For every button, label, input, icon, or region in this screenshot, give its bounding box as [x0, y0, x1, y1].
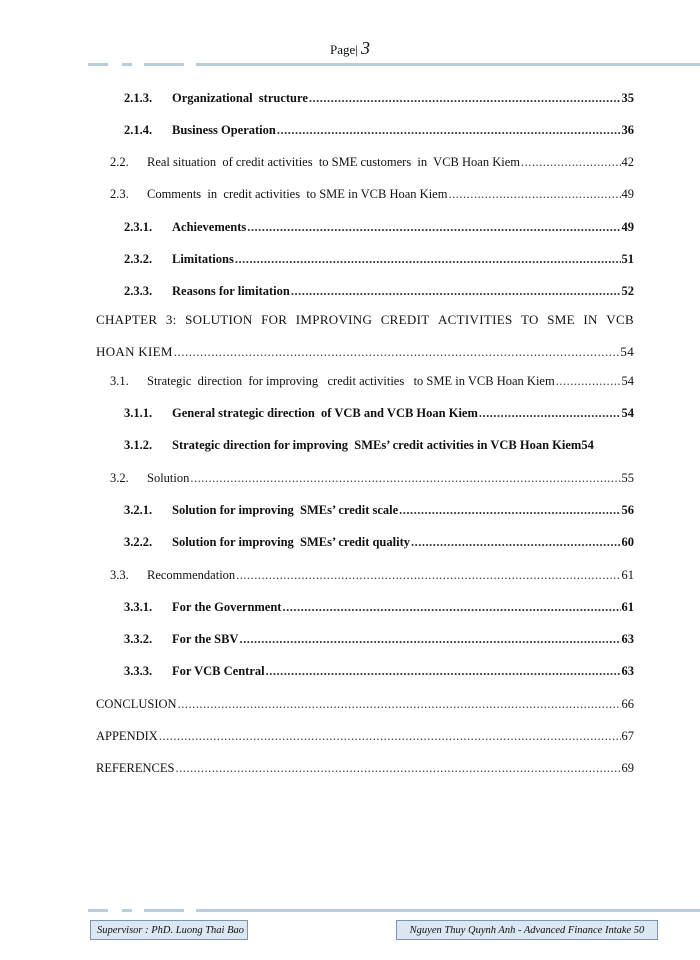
toc-entry-references[interactable]: REFERENCES ..... 69 [96, 756, 634, 776]
toc-entry-3-3-3[interactable]: 3.3.3. For VCB Central ..... 63 [124, 659, 634, 679]
toc-entry-2-1-4[interactable]: 2.1.4. Business Operation ..... 36 [124, 118, 634, 138]
toc-entry-3-1-2[interactable]: 3.1.2. Strategic direction for improving SMEs’ credit activities in VCB Hoan Kiem 54 [124, 438, 594, 452]
toc-entry-3-3[interactable]: 3.3. Recommendation ..... 61 [110, 563, 634, 583]
footer-author: Nguyen Thuy Quynh Anh - Advanced Finance Intake 50 [396, 920, 658, 940]
toc-entry-3-3-2[interactable]: 3.3.2. For the SBV ..... 63 [124, 627, 634, 647]
dot-leader [291, 284, 621, 299]
toc-entry-conclusion[interactable]: CONCLUSION ..... 66 [96, 692, 634, 712]
dot-leader [235, 252, 621, 267]
dot-leader [277, 123, 621, 138]
page-header: Page| 3 [330, 38, 370, 58]
dot-leader [247, 220, 620, 235]
dot-leader [282, 600, 620, 615]
toc-entry-2-1-3[interactable]: 2.1.3. Organizational structure ..... 35 [124, 86, 634, 106]
page-label: Page [330, 42, 356, 57]
dot-leader [521, 155, 621, 170]
toc-entry-2-2[interactable]: 2.2. Real situation of credit activities to SME customers in VCB Hoan Kiem ..... 42 [110, 150, 634, 170]
toc-entry-appendix[interactable]: APPENDIX ..... 67 [96, 724, 634, 744]
toc-entry-chapter-3[interactable]: CHAPTER 3: SOLUTION FOR IMPROVING CREDIT ACTIVITIES TO SME IN VCB HOAN KIEM ..... 54 [96, 312, 634, 360]
toc-entry-3-2-1[interactable]: 3.2.1. Solution for improving SMEs’ credit scale ..... 56 [124, 498, 634, 518]
dot-leader [174, 344, 620, 360]
header-rule [88, 62, 700, 68]
toc-entry-2-3[interactable]: 2.3. Comments in credit activities to SME in VCB Hoan Kiem ..... 49 [110, 182, 634, 202]
toc-entry-3-2[interactable]: 3.2. Solution ..... 55 [110, 466, 634, 486]
dot-leader [236, 568, 620, 583]
dot-leader [239, 632, 620, 647]
dot-leader [479, 406, 621, 421]
toc-entry-2-3-2[interactable]: 2.3.2. Limitations ..... 51 [124, 247, 634, 267]
dot-leader [556, 374, 621, 389]
footer-rule [88, 908, 700, 914]
toc-entry-3-1[interactable]: 3.1. Strategic direction for improving credit activities to SME in VCB Hoan Kiem ..... 54 [110, 369, 634, 389]
toc-entry-2-3-3[interactable]: 2.3.3. Reasons for limitation ..... 52 [124, 279, 634, 299]
footer-supervisor: Supervisor : PhD. Luong Thai Bao [90, 920, 248, 940]
dot-leader [190, 471, 620, 486]
dot-leader [159, 729, 621, 744]
dot-leader [178, 697, 621, 712]
dot-leader [399, 503, 620, 518]
dot-leader [309, 91, 621, 106]
dot-leader [411, 535, 621, 550]
dot-leader [266, 664, 621, 679]
toc-entry-3-3-1[interactable]: 3.3.1. For the Government ..... 61 [124, 595, 634, 615]
page-number: 3 [360, 38, 370, 58]
dot-leader [448, 187, 620, 202]
toc-entry-3-2-2[interactable]: 3.2.2. Solution for improving SMEs’ credit quality ..... 60 [124, 530, 634, 550]
dot-leader [176, 761, 621, 776]
toc-entry-3-1-1[interactable]: 3.1.1. General strategic direction of VCB and VCB Hoan Kiem ..... 54 [124, 401, 634, 421]
toc-entry-2-3-1[interactable]: 2.3.1. Achievements ..... 49 [124, 215, 634, 235]
